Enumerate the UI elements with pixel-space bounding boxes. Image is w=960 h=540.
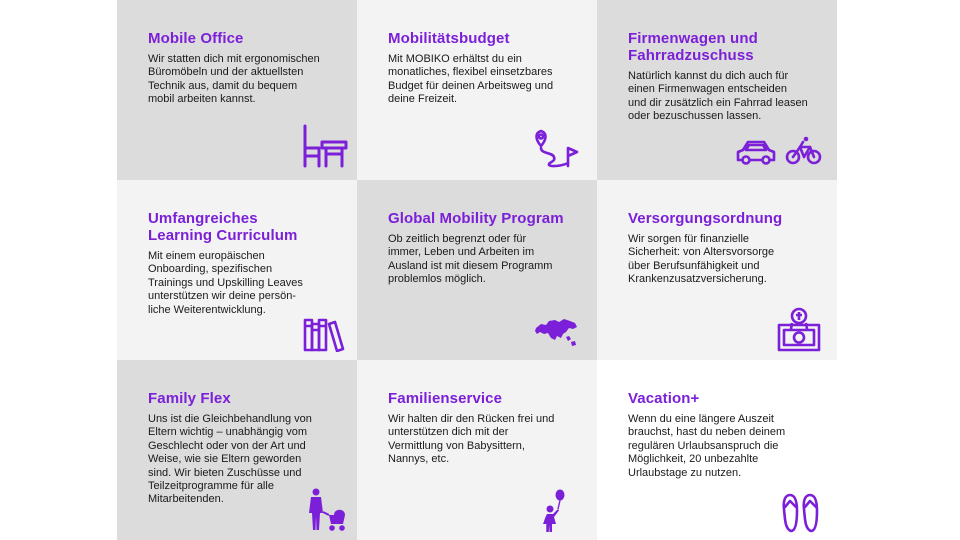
benefit-text: Mit MOBIKO erhältst du ein monatliches, flexibel einsetzbares Budget für deinen Arbeitsweg und deine Freizeit. [388,53,554,106]
benefit-card-global-mobility [357,180,597,360]
benefit-title: Mobilitätsbudget [388,30,510,47]
child-balloon-icon [541,489,567,533]
benefit-title: Vacation+ [628,390,700,407]
benefit-card-mobile-office [117,0,357,180]
benefit-title: Global Mobility Program [388,210,564,227]
benefit-card-firmenwagen [597,0,837,180]
benefit-card-mobilitaetsbudget [357,0,597,180]
money-pension-icon [777,307,821,353]
benefit-text: Wir statten dich mit ergonomischen Büromöbeln und der aktuellsten Technik aus, damit du bequem mobil arbeiten kannst. [148,53,320,106]
car-bicycle-icon [736,136,824,168]
benefit-text: Mit einem europäischen Onboarding, spezifischen Trainings und Upskilling Leaves unterstützen wir deine persön- liche Weiterentwicklung. [148,250,303,316]
benefit-text: Wir sorgen für finanzielle Sicherheit: von Altersvorsorge über Berufsunfähigkeit und Krankenzusatzversicherung. [628,233,775,286]
benefit-text: Ob zeitlich begrenzt oder für immer, Leben und Arbeiten im Ausland ist mit diesem Programm problemlos möglich. [388,233,553,286]
benefit-card-versorgungsordnung [597,180,837,360]
benefit-title: Familienservice [388,390,503,407]
desk-chair-icon [302,124,348,168]
benefit-title: Umfangreiches Learning Curriculum [148,210,298,244]
world-map-icon [533,316,579,348]
benefit-text: Wenn du eine längere Auszeit brauchst, hast du neben deinem regulären Urlaubsanspruch die Möglichkeit, 20 unbezahlte Urlaubstage zu nutzen. [628,413,786,479]
parent-stroller-icon [307,488,347,532]
benefit-title: Mobile Office [148,30,244,47]
flip-flops-icon [781,493,821,533]
benefit-text: Wir halten dir den Rücken frei und unterstützen dich mit der Vermittlung von Babysittern, Nannys, etc. [388,413,555,466]
benefit-title: Versorgungsordnung [628,210,783,227]
benefit-text: Uns ist die Gleichbehandlung von Eltern wichtig – unabhängig vom Geschlecht oder von der Art und Weise, wie sie Eltern geworden sind. Wir bieten Zuschüsse und Teilzeitprogramme für alle Mitarbeitenden. [148,413,312,506]
benefits-grid [117,0,837,540]
benefit-card-familienservice [357,360,597,540]
benefit-title: Firmenwagen und Fahrradzuschuss [628,30,758,64]
benefit-card-learning-curriculum [117,180,357,360]
benefit-card-vacation-plus [597,360,837,540]
benefit-text: Natürlich kannst du dich auch für einen Firmenwagen entscheiden und dir zusätzlich ein Fahrrad leasen oder bezuschussen lassen. [628,70,808,123]
route-pin-flag-icon [532,128,580,168]
books-icon [303,316,345,352]
benefit-card-family-flex [117,360,357,540]
benefit-title: Family Flex [148,390,231,407]
